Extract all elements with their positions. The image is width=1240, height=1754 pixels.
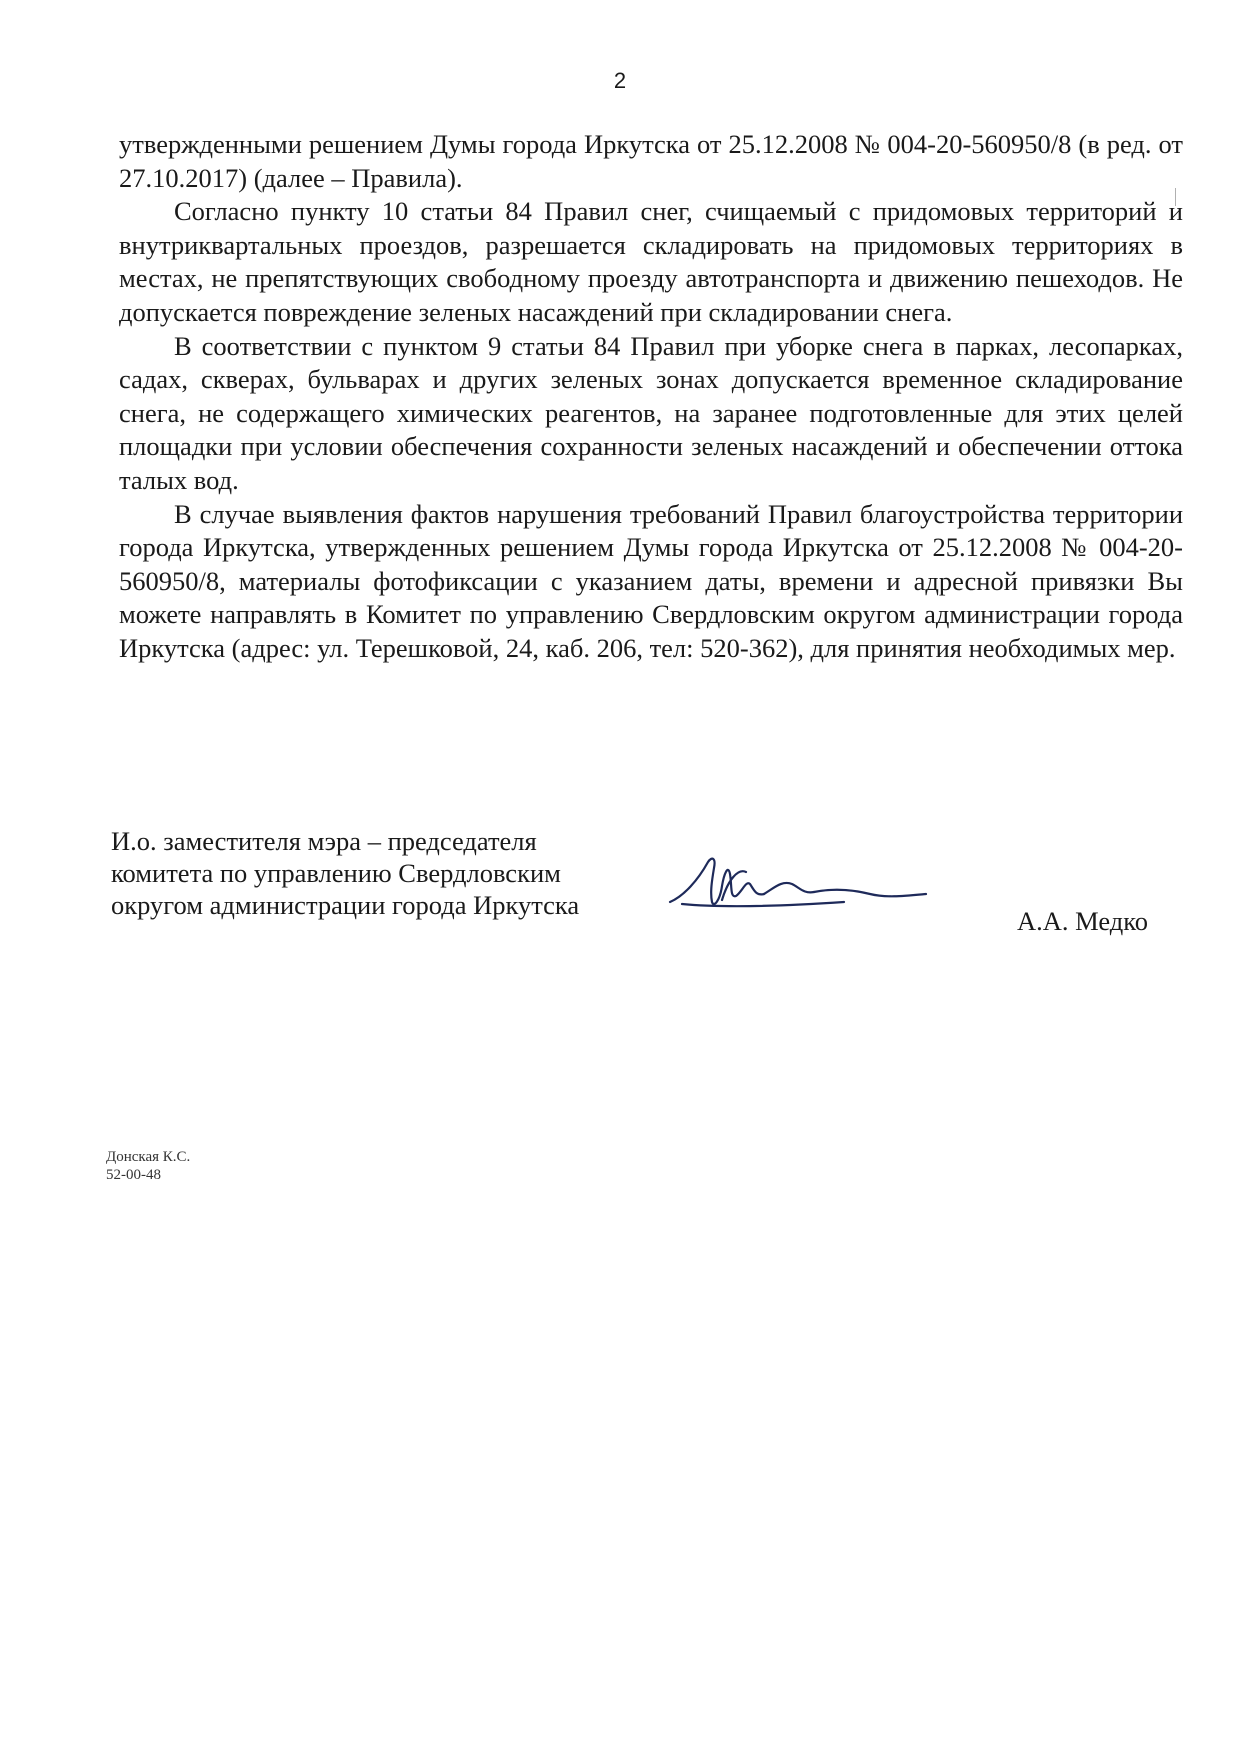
- paragraph-violation-reporting: В случае выявления фактов нарушения требований Правил благоустройства территории города Иркутска, утвержденных решением Думы города Иркутска от 25.12.2008 № 004-20-560950/8, материалы фотофиксации с указанием даты, времени и адресной привязки Вы можете направлять в Комитет по управлению Свердловским округом администрации города Иркутска (адрес: ул. Терешковой, 24, каб. 206, тел: 520-362), для принятия необходимых мер.: [119, 498, 1183, 663]
- paragraph-snow-storage-parks: В соответствии с пунктом 9 статьи 84 Правил при уборке снега в парках, лесопарках, садах, скверах, бульварах и других зеленых зонах допускается временное складирование снега, не содержащего химических реагентов, на заранее подготовленные для этих целей площадки при условии обеспечения сохранности зеленых насаждений и обеспечении оттока талых вод.: [119, 330, 1183, 495]
- position-line: комитета по управлению Свердловским: [111, 858, 561, 888]
- signer-name: А.А. Медко: [1017, 906, 1149, 936]
- letter-body: [119, 128, 1183, 666]
- executor-info: [106, 1148, 190, 1184]
- paragraph-snow-storage-yards: Согласно пункту 10 статьи 84 Правил снег, счищаемый с придомовых территорий и внутриквартальных проездов, разрешается складировать на придомовых территориях в местах, не препятствующих свободному проезду автотранспорта и движению пешеходов. Не допускается повреждение зеленых насаждений при складировании снега.: [119, 196, 1183, 327]
- position-line: И.о. заместителя мэра – председателя: [111, 826, 537, 856]
- signatory-position: [111, 825, 651, 921]
- paragraph-continuation: утвержденными решением Думы города Иркутска от 25.12.2008 № 004-20-560950/8 (в ред. от 27.10.2017) (далее – Правила).: [119, 129, 1183, 193]
- executor-name: Донская К.С.: [106, 1149, 191, 1165]
- position-line: округом администрации города Иркутска: [111, 890, 580, 920]
- handwritten-signature: [664, 850, 934, 920]
- page-number: 2: [613, 68, 627, 93]
- executor-phone: 52-00-48: [106, 1167, 161, 1183]
